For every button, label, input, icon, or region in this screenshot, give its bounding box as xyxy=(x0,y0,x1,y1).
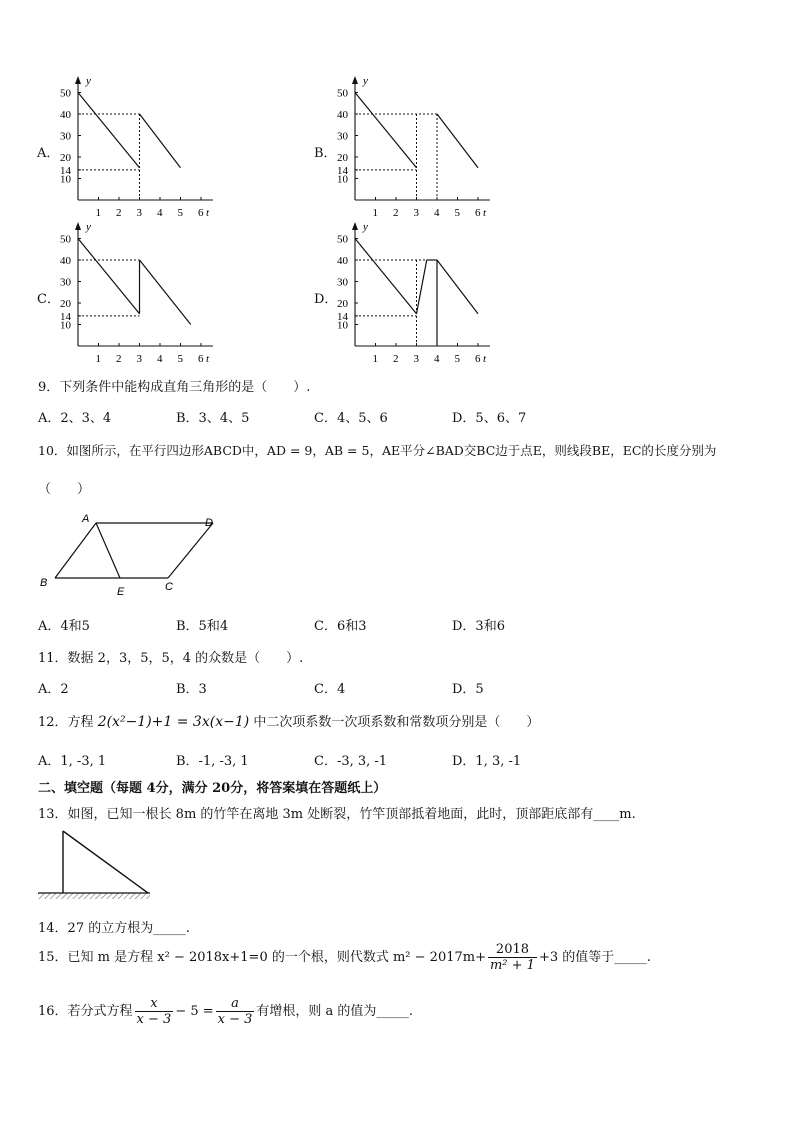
graph-segment xyxy=(78,93,140,168)
bamboo-broken xyxy=(63,831,148,893)
q15-prefix: 15．已知 m 是方程 x² − 2018x+1=0 的一个根，则代数式 m² − 2017m+ xyxy=(38,950,486,965)
x-tick-label: 4 xyxy=(434,207,440,219)
y-axis-label: y xyxy=(363,221,368,233)
q9-option-a[interactable]: A．2、3、4 xyxy=(38,411,112,426)
q9-option-b[interactable]: B．3、4、5 xyxy=(176,411,250,426)
x-tick-label: 1 xyxy=(372,207,378,219)
q16-suffix: 有增根，则 a 的值为_____. xyxy=(256,1004,414,1019)
y-tick-label: 30 xyxy=(60,276,71,289)
y-tick-label: 20 xyxy=(60,298,71,310)
question-15 xyxy=(38,942,651,973)
x-tick-label: 3 xyxy=(136,207,142,219)
y-tick-label: 20 xyxy=(337,298,348,310)
q11-option-c[interactable]: C．4 xyxy=(314,682,346,697)
graph-segment xyxy=(78,239,140,314)
y-tick-label: 10 xyxy=(337,173,348,186)
y-tick-label: 10 xyxy=(337,319,348,332)
option-c-label: C． xyxy=(37,292,60,307)
y-tick-label: 14 xyxy=(337,310,348,323)
graph-svg xyxy=(50,70,210,220)
x-tick-label: 4 xyxy=(157,207,163,219)
y-tick-label: 30 xyxy=(60,130,71,143)
q16-middle: − 5 = xyxy=(175,1004,214,1019)
q12-option-d[interactable]: D．1, 3, -1 xyxy=(452,754,522,769)
graph-segment xyxy=(140,114,181,168)
q12-equation: 2(x²−1)+1 = 3x(x−1) xyxy=(97,714,250,730)
x-tick-label: 1 xyxy=(372,353,378,365)
graph-svg xyxy=(50,216,210,366)
question-11: 11．数据 2，3，5，5，4 的众数是（ ）. xyxy=(38,651,304,666)
y-tick-label: 14 xyxy=(337,164,348,177)
bamboo-figure xyxy=(38,826,153,901)
q10-option-b[interactable]: B．5和4 xyxy=(176,619,229,634)
question-10-paren: （ ） xyxy=(38,482,91,497)
x-tick-label: 5 xyxy=(177,353,183,365)
question-14: 14．27 的立方根为_____. xyxy=(38,921,190,936)
graph-option-c xyxy=(50,216,210,366)
q9-option-d[interactable]: D．5、6、7 xyxy=(452,411,527,426)
y-tick-label: 14 xyxy=(60,310,71,323)
q11-option-b[interactable]: B．3 xyxy=(176,682,207,697)
y-tick-label: 50 xyxy=(60,233,71,246)
x-tick-label: 3 xyxy=(413,353,419,365)
q15-frac-num: 2018 xyxy=(488,942,537,958)
side-dc xyxy=(168,523,213,578)
graph-option-d xyxy=(327,216,487,366)
y-axis-arrow xyxy=(352,222,358,230)
q12-suffix: 中二次项系数一次项系数和常数项分别是（ ） xyxy=(253,715,540,730)
q11-option-a[interactable]: A．2 xyxy=(38,682,69,697)
x-tick-label: 2 xyxy=(116,207,122,219)
x-tick-label: 1 xyxy=(95,353,101,365)
x-tick-label: 6 xyxy=(198,207,204,219)
x-tick-label: 2 xyxy=(393,207,399,219)
option-d-label: D． xyxy=(314,292,338,307)
question-9: 9．下列条件中能构成直角三角形的是（ ）. xyxy=(38,380,311,395)
y-tick-label: 40 xyxy=(60,109,71,121)
x-tick-label: 5 xyxy=(454,353,460,365)
q15-suffix: +3 的值等于_____. xyxy=(538,950,651,965)
x-tick-label: 5 xyxy=(454,207,460,219)
x-axis-label: t xyxy=(206,353,210,365)
x-tick-label: 3 xyxy=(413,207,419,219)
y-tick-label: 10 xyxy=(60,173,71,186)
q10-option-a[interactable]: A．4和5 xyxy=(38,619,90,634)
graph-svg xyxy=(327,216,487,366)
x-tick-label: 6 xyxy=(475,207,481,219)
question-10: 10．如图所示，在平行四边形ABCD中，AD = 9，AB = 5，AE平分∠BAD交BC边于点E，则线段BE，EC的长度分别为 xyxy=(38,443,717,458)
q16-frac2-num: a xyxy=(216,996,255,1012)
y-axis-label: y xyxy=(86,75,91,87)
y-tick-label: 50 xyxy=(60,87,71,100)
graph-segment xyxy=(417,260,427,314)
y-axis-label: y xyxy=(363,75,368,87)
y-tick-label: 40 xyxy=(337,255,348,267)
graph-svg xyxy=(327,70,487,220)
q16-prefix: 16．若分式方程 xyxy=(38,1004,133,1019)
y-axis-label: y xyxy=(86,221,91,233)
x-tick-label: 2 xyxy=(116,353,122,365)
y-tick-label: 10 xyxy=(60,319,71,332)
y-tick-label: 30 xyxy=(337,276,348,289)
y-tick-label: 50 xyxy=(337,233,348,246)
y-axis-arrow xyxy=(352,76,358,84)
q11-option-d[interactable]: D．5 xyxy=(452,682,484,697)
q16-fraction-2 xyxy=(216,996,255,1027)
x-tick-label: 1 xyxy=(95,207,101,219)
question-13: 13．如图，已知一根长 8m 的竹竿在离地 3m 处断裂，竹竿顶部抵着地面，此时，顶部距底部有____m. xyxy=(38,807,636,822)
q9-option-c[interactable]: C．4、5、6 xyxy=(314,411,388,426)
y-tick-label: 50 xyxy=(337,87,348,100)
q10-option-c[interactable]: C．6和3 xyxy=(314,619,367,634)
graph-segment xyxy=(355,93,417,168)
y-tick-label: 40 xyxy=(60,255,71,267)
point-d-label: D xyxy=(205,517,213,529)
point-a-label: A xyxy=(82,513,90,525)
y-axis-arrow xyxy=(75,76,81,84)
x-tick-label: 4 xyxy=(434,353,440,365)
option-a-label: A． xyxy=(37,146,60,161)
q12-option-b[interactable]: B．-1, -3, 1 xyxy=(176,754,249,769)
section-2-heading: 二、填空题（每题 4分，满分 20分，将答案填在答题纸上） xyxy=(38,781,387,796)
segment-ae xyxy=(96,523,120,578)
question-16 xyxy=(38,996,413,1027)
x-axis-label: t xyxy=(483,207,487,219)
q12-option-a[interactable]: A．1, -3, 1 xyxy=(38,754,107,769)
q16-frac1-num: x xyxy=(135,996,174,1012)
y-axis-arrow xyxy=(75,222,81,230)
q16-fraction-1 xyxy=(135,996,174,1027)
y-tick-label: 30 xyxy=(337,130,348,143)
x-tick-label: 3 xyxy=(136,353,142,365)
graph-segment xyxy=(355,239,417,314)
y-tick-label: 40 xyxy=(337,109,348,121)
q16-frac2-den: x − 3 xyxy=(217,1012,253,1027)
q12-option-c[interactable]: C．-3, 3, -1 xyxy=(314,754,388,769)
q15-fraction xyxy=(488,942,537,973)
ground-hatch xyxy=(38,893,150,899)
y-tick-label: 14 xyxy=(60,164,71,177)
point-c-label: C xyxy=(165,581,173,593)
option-b-label: B． xyxy=(314,146,337,161)
q10-option-d[interactable]: D．3和6 xyxy=(452,619,505,634)
point-e-label: E xyxy=(117,586,125,598)
graph-option-b xyxy=(327,70,487,220)
x-tick-label: 6 xyxy=(198,353,204,365)
y-tick-label: 20 xyxy=(337,152,348,164)
graph-segment xyxy=(437,260,478,314)
graph-segment xyxy=(140,260,191,325)
x-tick-label: 2 xyxy=(393,353,399,365)
graph-segment xyxy=(437,114,478,168)
y-tick-label: 20 xyxy=(60,152,71,164)
x-tick-label: 4 xyxy=(157,353,163,365)
parallelogram-figure xyxy=(38,510,228,600)
q15-frac-den: m² + 1 xyxy=(489,958,535,973)
point-b-label: B xyxy=(40,577,48,589)
x-axis-label: t xyxy=(483,353,487,365)
q12-prefix: 12．方程 xyxy=(38,715,94,730)
x-tick-label: 5 xyxy=(177,207,183,219)
question-12 xyxy=(38,711,539,730)
x-tick-label: 6 xyxy=(475,353,481,365)
x-axis-label: t xyxy=(206,207,210,219)
q16-frac1-den: x − 3 xyxy=(136,1012,172,1027)
side-ab xyxy=(55,523,96,578)
graph-option-a xyxy=(50,70,210,220)
